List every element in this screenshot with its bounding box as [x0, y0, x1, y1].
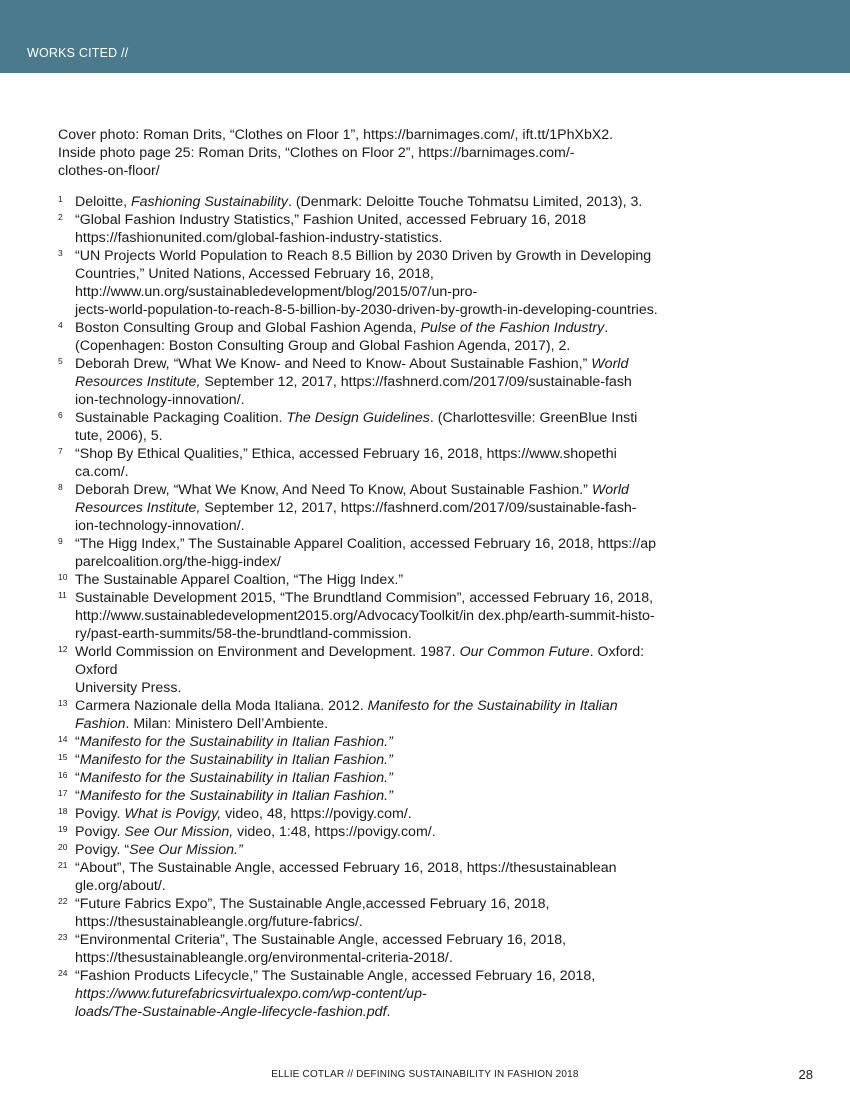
- footnote-number: 18: [58, 806, 68, 816]
- page-footer: ELLIE COTLAR // DEFINING SUSTAINABILITY IN FASHION 2018: [271, 1069, 579, 1080]
- footnote-14: [58, 733, 738, 751]
- footnote-text: https://thesustainableangle.org/environmental-criteria-2018/.: [75, 950, 453, 966]
- footnote-italic-text: Resources Institute,: [75, 374, 201, 390]
- footnote-text: . Oxford:: [589, 644, 645, 660]
- footnote-line: [75, 391, 738, 409]
- footnote-line: [75, 895, 738, 913]
- footnote-text: . (Denmark: Deloitte Touche Tohmatsu Limited, 2013), 3.: [287, 194, 643, 210]
- footnote-number: 17: [58, 788, 68, 798]
- footnote-text: . (Charlottesville: GreenBlue Insti: [429, 410, 638, 426]
- footnote-text: Sustainable Development 2015, “The Brundtland Commision”, accessed February 16, 2018,: [75, 590, 654, 606]
- footnote-italic-text: Manifesto for the Sustainability in Italian Fashion.”: [79, 752, 393, 768]
- footnote-line: [75, 283, 738, 301]
- footnote-text: Deloitte,: [75, 194, 131, 210]
- footnote-line: [75, 697, 738, 715]
- footnote-6: [58, 409, 738, 445]
- footnote-italic-text: World: [591, 356, 629, 372]
- footnote-text: Countries,” United Nations, Accessed February 16, 2018,: [75, 266, 434, 282]
- footnote-number: 6: [58, 410, 63, 420]
- footnote-list: [58, 193, 738, 1021]
- footnote-line: [75, 967, 738, 985]
- footnote-19: [58, 823, 738, 841]
- footnote-italic-text: Fashioning Sustainability: [131, 194, 288, 210]
- footnote-text: “Shop By Ethical Qualities,” Ethica, accessed February 16, 2018, https://www.shopethi: [75, 446, 617, 462]
- footnote-text: http://www.sustainabledevelopment2015.org/AdvocacyToolkit/in dex.php/earth-summit-histo-: [75, 608, 655, 624]
- footnote-text: Oxford: [75, 662, 118, 678]
- footnote-line: [75, 733, 738, 751]
- footnote-text: video, 48, https://povigy.com/.: [221, 806, 412, 822]
- footnote-line: [75, 661, 738, 679]
- footnote-text: “: [75, 752, 80, 768]
- footnote-line: [75, 337, 738, 355]
- footnote-22: [58, 895, 738, 931]
- footnote-text: “: [75, 734, 80, 750]
- footnote-text: video, 1:48, https://povigy.com/.: [233, 824, 436, 840]
- footnote-16: [58, 769, 738, 787]
- footnote-20: [58, 841, 738, 859]
- footnote-line: [75, 319, 738, 337]
- footnote-9: [58, 535, 738, 571]
- footnote-text: World Commission on Environment and Development. 1987.: [75, 644, 460, 660]
- works-cited-content: [58, 126, 738, 1021]
- footnote-text: The Sustainable Apparel Coaltion, “The Higg Index.”: [75, 572, 404, 588]
- footnote-line: [75, 535, 738, 553]
- footnote-text: Sustainable Packaging Coalition.: [75, 410, 287, 426]
- footnote-23: [58, 931, 738, 967]
- footnote-line: [75, 949, 738, 967]
- footnote-text: Boston Consulting Group and Global Fashion Agenda,: [75, 320, 421, 336]
- footnote-italic-text: Manifesto for the Sustainability in Italian Fashion.”: [79, 770, 393, 786]
- footnote-italic-text: Pulse of the Fashion Industry: [420, 320, 605, 336]
- footnote-line: [75, 553, 738, 571]
- footnote-line: [75, 301, 738, 319]
- footnote-line: [75, 877, 738, 895]
- footnote-line: [75, 481, 738, 499]
- footnote-text: September 12, 2017, https://fashnerd.com/2017/09/sustainable-fash: [200, 374, 632, 390]
- section-title: WORKS CITED //: [27, 46, 129, 60]
- footnote-13: [58, 697, 738, 733]
- footnote-number: 14: [58, 734, 68, 744]
- footnote-text: University Press.: [75, 680, 182, 696]
- footnote-text: tute, 2006), 5.: [75, 428, 163, 444]
- footnote-text: Deborah Drew, “What We Know, And Need To Know, About Sustainable Fashion.”: [75, 482, 592, 498]
- footnote-line: [75, 931, 738, 949]
- footnote-italic-text: Manifesto for the Sustainability in Italian Fashion.”: [79, 788, 393, 804]
- footnote-text: “: [75, 788, 80, 804]
- footnote-line: [75, 409, 738, 427]
- footnote-number: 23: [58, 932, 68, 942]
- footnote-text: “: [75, 770, 80, 786]
- footnote-24: [58, 967, 738, 1021]
- credit-line: Cover photo: Roman Drits, “Clothes on Floor 1”, https://barnimages.com/, ift.tt/1PhXbX2.: [58, 127, 614, 143]
- footnote-text: (Copenhagen: Boston Consulting Group and Global Fashion Agenda, 2017), 2.: [75, 338, 571, 354]
- footnote-15: [58, 751, 738, 769]
- footnote-10: [58, 571, 738, 589]
- footnote-line: [75, 769, 738, 787]
- footnote-line: [75, 265, 738, 283]
- photo-credits: [58, 126, 738, 180]
- footnote-line: [75, 463, 738, 481]
- footnote-text: ry/past-earth-summits/58-the-brundtland-commission.: [75, 626, 412, 642]
- footnote-text: “About”, The Sustainable Angle, accessed February 16, 2018, https://thesustainablean: [75, 860, 617, 876]
- footnote-18: [58, 805, 738, 823]
- footnote-line: [75, 1003, 738, 1021]
- footnote-number: 7: [58, 446, 63, 456]
- footnote-line: [75, 499, 738, 517]
- footnote-text: “Global Fashion Industry Statistics,” Fashion United, accessed February 16, 2018: [75, 212, 586, 228]
- footnote-text: ca.com/.: [75, 464, 129, 480]
- footnote-12: [58, 643, 738, 697]
- footnote-italic-text: https://www.futurefabricsvirtualexpo.com/wp-content/up-: [75, 986, 427, 1002]
- footnote-number: 13: [58, 698, 68, 708]
- footnote-number: 11: [58, 590, 67, 600]
- footnote-line: [75, 607, 738, 625]
- footnote-line: [75, 715, 738, 733]
- footnote-text: Povigy.: [75, 806, 125, 822]
- footnote-italic-text: What is Povigy,: [124, 806, 222, 822]
- footnote-1: [58, 193, 738, 211]
- footnote-8: [58, 481, 738, 535]
- footnote-number: 8: [58, 482, 63, 492]
- footnote-text: ion-technology-innovation/.: [75, 518, 245, 534]
- footnote-7: [58, 445, 738, 481]
- footnote-line: [75, 445, 738, 463]
- footnote-line: [75, 517, 738, 535]
- footnote-number: 20: [58, 842, 68, 852]
- footnote-text: September 12, 2017, https://fashnerd.com/2017/09/sustainable-fash-: [200, 500, 637, 516]
- footnote-number: 5: [58, 356, 63, 366]
- page-number: 28: [798, 1067, 813, 1082]
- footnote-italic-text: Our Common Future: [459, 644, 590, 660]
- footnote-italic-text: See Our Mission.”: [129, 842, 243, 858]
- footnote-number: 12: [58, 644, 68, 654]
- footnote-line: [75, 643, 738, 661]
- footnote-number: 21: [58, 860, 68, 870]
- footnote-text: . Milan: Ministero Dell’Ambiente.: [125, 716, 329, 732]
- footnote-line: [75, 859, 738, 877]
- footnote-line: [75, 211, 738, 229]
- footnote-text: ion-technology-innovation/.: [75, 392, 245, 408]
- footnote-text: “The Higg Index,” The Sustainable Apparel Coalition, accessed February 16, 2018, https://ap: [75, 536, 656, 552]
- footnote-number: 3: [58, 248, 63, 258]
- footnote-text: gle.org/about/.: [75, 878, 166, 894]
- header-band: [0, 0, 850, 73]
- footnote-text: Povigy. “: [75, 842, 130, 858]
- footnote-text: “Environmental Criteria”, The Sustainable Angle, accessed February 16, 2018,: [75, 932, 567, 948]
- footnote-text: http://www.un.org/sustainabledevelopment/blog/2015/07/un-pro-: [75, 284, 478, 300]
- footnote-line: [75, 679, 738, 697]
- footnote-text: https://fashionunited.com/global-fashion-industry-statistics.: [75, 230, 443, 246]
- footnote-line: [75, 427, 738, 445]
- footnote-line: [75, 373, 738, 391]
- footnote-italic-text: Resources Institute,: [75, 500, 201, 516]
- footnote-text: “Fashion Products Lifecycle,” The Sustainable Angle, accessed February 16, 2018,: [75, 968, 596, 984]
- footnote-text: jects-world-population-to-reach-8-5-billion-by-2030-driven-by-growth-in-developing-countries.: [75, 302, 658, 318]
- footnote-line: [75, 193, 738, 211]
- footnote-text: https://thesustainableangle.org/future-fabrics/.: [75, 914, 363, 930]
- footnote-text: .: [604, 320, 609, 336]
- footnote-21: [58, 859, 738, 895]
- footnote-text: Carmera Nazionale della Moda Italiana. 2012.: [75, 698, 368, 714]
- footnote-line: [75, 805, 738, 823]
- footnote-11: [58, 589, 738, 643]
- footnote-italic-text: Manifesto for the Sustainability in Italian: [367, 698, 618, 714]
- footnote-3: [58, 247, 738, 319]
- footnote-number: 1: [58, 194, 63, 204]
- footnote-text: “Future Fabrics Expo”, The Sustainable Angle,accessed February 16, 2018,: [75, 896, 550, 912]
- footnote-italic-text: See Our Mission,: [124, 824, 234, 840]
- credit-line: Inside photo page 25: Roman Drits, “Clothes on Floor 2”, https://barnimages.com/-: [58, 145, 575, 161]
- footnote-line: [75, 787, 738, 805]
- footnote-line: [75, 355, 738, 373]
- footnote-number: 15: [58, 752, 68, 762]
- footnote-text: parelcoalition.org/the-higg-index/: [75, 554, 281, 570]
- footnote-17: [58, 787, 738, 805]
- footnote-number: 24: [58, 968, 68, 978]
- footnote-text: Deborah Drew, “What We Know- and Need to Know- About Sustainable Fashion,”: [75, 356, 592, 372]
- footnote-line: [75, 571, 738, 589]
- footnote-text: Povigy.: [75, 824, 125, 840]
- footnote-line: [75, 247, 738, 265]
- credit-line: clothes-on-floor/: [58, 163, 160, 179]
- footnote-italic-text: loads/The-Sustainable-Angle-lifecycle-fashion.pdf: [75, 1004, 387, 1020]
- footnote-italic-text: Fashion: [75, 716, 126, 732]
- footnote-italic-text: The Design Guidelines: [286, 410, 430, 426]
- footnote-line: [75, 913, 738, 931]
- footnote-number: 22: [58, 896, 68, 906]
- footnote-line: [75, 841, 738, 859]
- footnote-line: [75, 229, 738, 247]
- footnote-text: .: [386, 1004, 391, 1020]
- footnote-5: [58, 355, 738, 409]
- footnote-line: [75, 625, 738, 643]
- footnote-4: [58, 319, 738, 355]
- footnote-number: 19: [58, 824, 68, 834]
- footnote-line: [75, 985, 738, 1003]
- footnote-number: 16: [58, 770, 68, 780]
- footnote-number: 10: [58, 572, 68, 582]
- footnote-italic-text: World: [591, 482, 629, 498]
- footnote-line: [75, 751, 738, 769]
- footnote-line: [75, 589, 738, 607]
- footnote-number: 9: [58, 536, 63, 546]
- footnote-italic-text: Manifesto for the Sustainability in Italian Fashion.”: [79, 734, 393, 750]
- footnote-number: 4: [58, 320, 63, 330]
- footnote-2: [58, 211, 738, 247]
- footnote-number: 2: [58, 212, 63, 222]
- footnote-line: [75, 823, 738, 841]
- footnote-text: “UN Projects World Population to Reach 8.5 Billion by 2030 Driven by Growth in Developing: [75, 248, 652, 264]
